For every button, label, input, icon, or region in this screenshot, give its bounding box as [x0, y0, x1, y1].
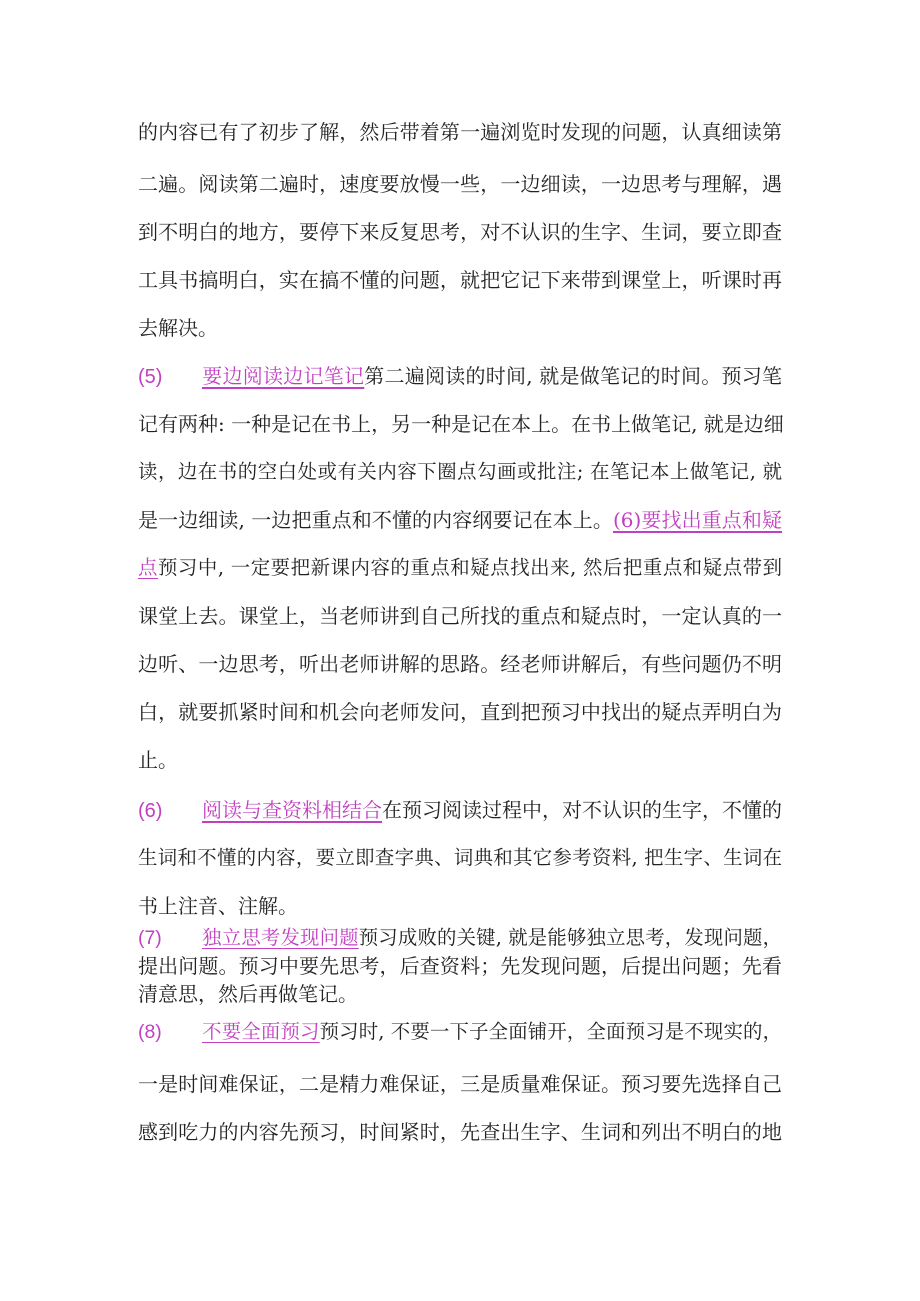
text-span: 预习时, 不要一下子全面铺开，全面预习是不现实的，: [319, 1020, 783, 1043]
item-8-line: [138, 1020, 782, 1044]
text-line: [138, 556, 782, 580]
text-line: 读，边在书的空白处或有关内容下圈点勾画或批注; 在笔记本上做笔记, 就: [138, 460, 782, 483]
item-number: (5): [138, 366, 163, 388]
text-line: 生词和不懂的内容，要立即查字典、词典和其它参考资料, 把生字、生词在: [138, 846, 782, 869]
text-span: 预习成败的关键, 就是能够独立思考，发现问题，: [358, 926, 783, 949]
text-line: 止。: [138, 748, 178, 772]
text-line: 二遍。阅读第二遍时，速度要放慢一些，一边细读，一边思考与理解，遇: [138, 172, 782, 196]
text-span: 第二遍阅读的时间, 就是做笔记的时间。预习笔: [364, 364, 783, 388]
item-number: (8): [138, 1021, 162, 1043]
text-line: 感到吃力的内容先预习，时间紧时，先查出生字、生词和列出不明白的地: [138, 1120, 782, 1144]
item-heading-link[interactable]: (6)要找出重点和疑: [613, 508, 782, 532]
text-line: 提出问题。预习中要先思考，后查资料；先发现问题，后提出问题；先看: [138, 954, 782, 978]
text-span: 在预习阅读过程中，对不认识的生字，不懂的: [382, 798, 782, 822]
text-line: 到不明白的地方，要停下来反复思考，对不认识的生字、生词，要立即查: [138, 220, 782, 244]
text-line: 工具书搞明白，实在搞不懂的问题，就把它记下来带到课堂上，听课时再: [138, 268, 782, 292]
text-line: 书上注音、注解。: [138, 894, 298, 918]
item-heading-link[interactable]: 阅读与查资料相结合: [202, 798, 382, 822]
item-7-line: [138, 926, 782, 950]
item-number: (6): [138, 800, 163, 822]
text-line: 清意思，然后再做笔记。: [138, 982, 358, 1006]
text-line: 一是时间难保证，二是精力难保证，三是质量难保证。预习要先选择自己: [138, 1072, 782, 1096]
item-6-line: [138, 798, 782, 823]
text-line: 白，就要抓紧时间和机会向老师发问，直到把预习中找出的疑点弄明白为: [138, 700, 782, 724]
text-line: 边听、一边思考，听出老师讲解的思路。经老师讲解后，有些问题仍不明: [138, 652, 782, 676]
text-span: 预习中, 一定要把新课内容的重点和疑点找出来, 然后把重点和疑点带到: [157, 556, 783, 579]
item-5-line: [138, 364, 782, 389]
item-heading-link[interactable]: 点: [138, 556, 158, 579]
item-heading-link[interactable]: 独立思考发现问题: [202, 926, 359, 949]
text-line: [138, 508, 782, 532]
text-span: 是一边细读, 一边把重点和不懂的内容纲要记在本上。: [138, 508, 613, 532]
text-line: 课堂上去。课堂上，当老师讲到自己所找的重点和疑点时，一定认真的一: [138, 604, 782, 628]
item-number: (7): [138, 927, 162, 949]
text-line: 的内容已有了初步了解，然后带着第一遍浏览时发现的问题，认真细读第: [138, 120, 782, 144]
text-line: 去解决。: [138, 316, 218, 340]
item-heading-link[interactable]: 要边阅读边记笔记: [202, 364, 365, 388]
text-line: 记有两种: 一种是记在书上，另一种是记在本上。在书上做笔记, 就是边细: [138, 412, 784, 436]
item-heading-link[interactable]: 不要全面预习: [202, 1020, 320, 1043]
